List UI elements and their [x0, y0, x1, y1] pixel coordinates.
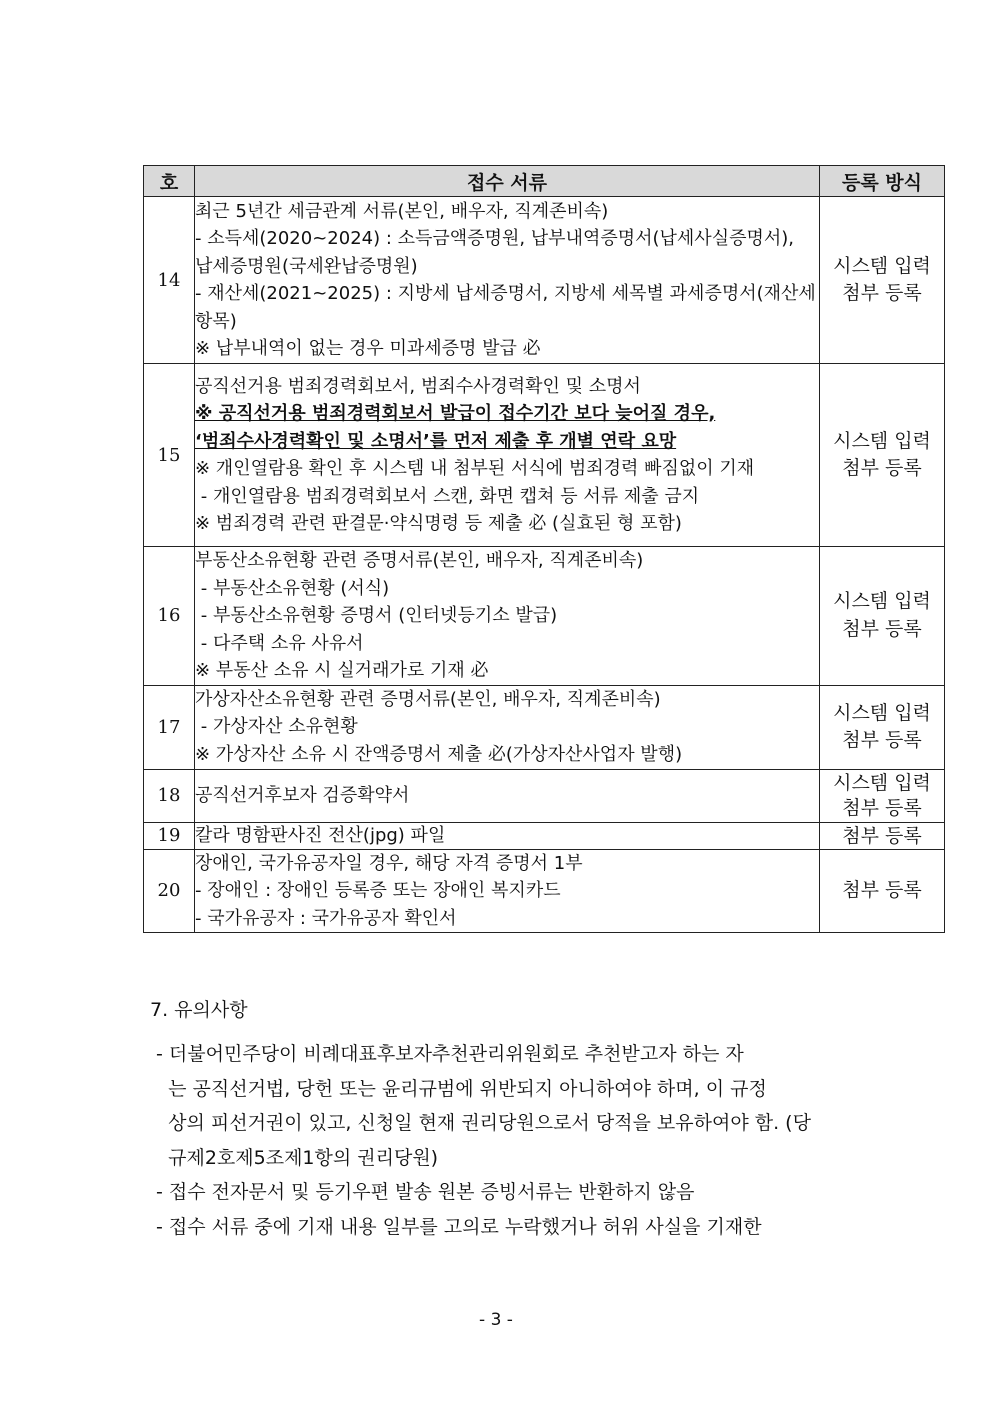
document-line: 항목) — [195, 310, 237, 332]
document-line: ※ 가상자산 소유 시 잔액증명서 제출 必(가상자산사업자 발행) — [195, 743, 683, 765]
document-line: - 가상자산 소유현황 — [195, 716, 358, 738]
method-line: 시스템 입력 — [833, 771, 931, 794]
row-documents — [195, 849, 820, 933]
table-row — [144, 769, 945, 822]
row-number: 19 — [144, 822, 195, 849]
document-line: 가상자산소유현황 관련 증명서류(본인, 배우자, 직계존비속) — [195, 688, 661, 710]
row-method — [820, 849, 945, 933]
row-number: 20 — [144, 849, 195, 933]
document-line: 공직선거후보자 검증확약서 — [195, 784, 410, 806]
document-line: ※ 부동산 소유 시 실거래가로 기재 必 — [195, 660, 489, 681]
precaution-line: 규제2호제5조제1항의 권리당원) — [150, 1146, 439, 1169]
row-number: 17 — [144, 685, 195, 769]
row-method — [820, 685, 945, 769]
method-line: 첨부 등록 — [842, 824, 922, 847]
method-line: 첨부 등록 — [842, 282, 922, 304]
header-method: 등록 방식 — [820, 166, 945, 197]
row-number: 15 — [144, 364, 195, 547]
table-row — [144, 364, 945, 547]
row-number: 16 — [144, 547, 195, 686]
document-line: - 국가유공자 : 국가유공자 확인서 — [195, 907, 457, 929]
method-line: 시스템 입력 — [833, 429, 931, 452]
row-number: 18 — [144, 769, 195, 822]
table-row — [144, 197, 945, 364]
row-method — [820, 769, 945, 822]
document-line-emphasis: ※ 공직선거용 범죄경력회보서 발급이 접수기간 보다 늦어질 경우, — [195, 403, 716, 424]
method-line: 첨부 등록 — [842, 879, 922, 901]
document-line: - 재산세(2021~2025) : 지방세 납세증명서, 지방세 세목별 과세증명서(재산세 — [195, 283, 816, 304]
method-line: 첨부 등록 — [842, 617, 922, 640]
row-number: 14 — [144, 197, 195, 364]
precaution-line: - 접수 서류 중에 기재 내용 일부를 고의로 누락했거나 허위 사실을 기재한 — [150, 1215, 762, 1238]
row-documents — [195, 547, 820, 686]
documents-table — [143, 165, 945, 933]
header-number: 호 — [144, 166, 195, 197]
table-row — [144, 822, 945, 849]
table-row — [144, 685, 945, 769]
document-line: ※ 개인열람용 확인 후 시스템 내 첨부된 서식에 범죄경력 빠짐없이 기재 — [195, 458, 755, 479]
page-number: - 3 - — [479, 1310, 513, 1330]
document-line: 공직선거용 범죄경력회보서, 범죄수사경력확인 및 소명서 — [195, 375, 641, 397]
section-heading: 7. 유의사항 — [150, 999, 248, 1021]
document-line-emphasis: ‘범죄수사경력확인 및 소명서’를 먼저 제출 후 개별 연락 요망 — [195, 430, 677, 452]
document-line: 최근 5년간 세금관계 서류(본인, 배우자, 직계존비속) — [195, 200, 609, 222]
row-documents — [195, 197, 820, 364]
row-documents — [195, 685, 820, 769]
document-line: - 소득세(2020~2024) : 소득금액증명원, 납부내역증명서(납세사실증명서), — [195, 228, 794, 249]
document-line: - 개인열람용 범죄경력회보서 스캔, 화면 캡쳐 등 서류 제출 금지 — [195, 485, 700, 507]
row-method — [820, 364, 945, 547]
document-line: ※ 범죄경력 관련 판결문·약식명령 등 제출 必 (실효된 형 포함) — [195, 513, 682, 534]
method-line: 시스템 입력 — [833, 701, 931, 724]
method-line: 첨부 등록 — [842, 796, 922, 819]
precaution-line: - 더불어민주당이 비례대표후보자추천관리위원회로 추천받고자 하는 자 — [150, 1043, 744, 1065]
row-documents — [195, 364, 820, 547]
precautions-section — [150, 994, 870, 1244]
method-line: 시스템 입력 — [833, 590, 931, 613]
row-documents — [195, 769, 820, 822]
row-method — [820, 197, 945, 364]
document-line: - 부동산소유현황 (서식) — [195, 577, 390, 599]
table-header-row — [144, 166, 945, 197]
row-documents — [195, 822, 820, 849]
precaution-line: 는 공직선거법, 당헌 또는 윤리규범에 위반되지 아니하여야 하며, 이 규정 — [150, 1077, 767, 1100]
document-line: 장애인, 국가유공자일 경우, 해당 자격 증명서 1부 — [195, 852, 583, 874]
precaution-line: - 접수 전자문서 및 등기우편 발송 원본 증빙서류는 반환하지 않음 — [150, 1181, 695, 1203]
document-line: 납세증명원(국세완납증명원) — [195, 255, 418, 277]
row-method — [820, 547, 945, 686]
document-line: ※ 납부내역이 없는 경우 미과세증명 발급 必 — [195, 338, 541, 359]
precaution-line: 상의 피선거권이 있고, 신청일 현재 권리당원으로서 당적을 보유하여야 함. (당 — [150, 1112, 811, 1134]
precautions-list — [150, 1037, 870, 1244]
method-line: 첨부 등록 — [842, 457, 922, 479]
document-line: 부동산소유현황 관련 증명서류(본인, 배우자, 직계존비속) — [195, 550, 644, 571]
document-line: - 부동산소유현황 증명서 (인터넷등기소 발급) — [195, 605, 558, 626]
document-line: 칼라 명함판사진 전산(jpg) 파일 — [195, 824, 446, 846]
row-method — [820, 822, 945, 849]
table-row — [144, 849, 945, 933]
document-line: - 다주택 소유 사유서 — [195, 632, 364, 654]
method-line: 첨부 등록 — [842, 729, 922, 751]
method-line: 시스템 입력 — [833, 254, 931, 277]
header-documents: 접수 서류 — [195, 166, 820, 197]
document-line: - 장애인 : 장애인 등록증 또는 장애인 복지카드 — [195, 880, 561, 901]
table-row — [144, 547, 945, 686]
